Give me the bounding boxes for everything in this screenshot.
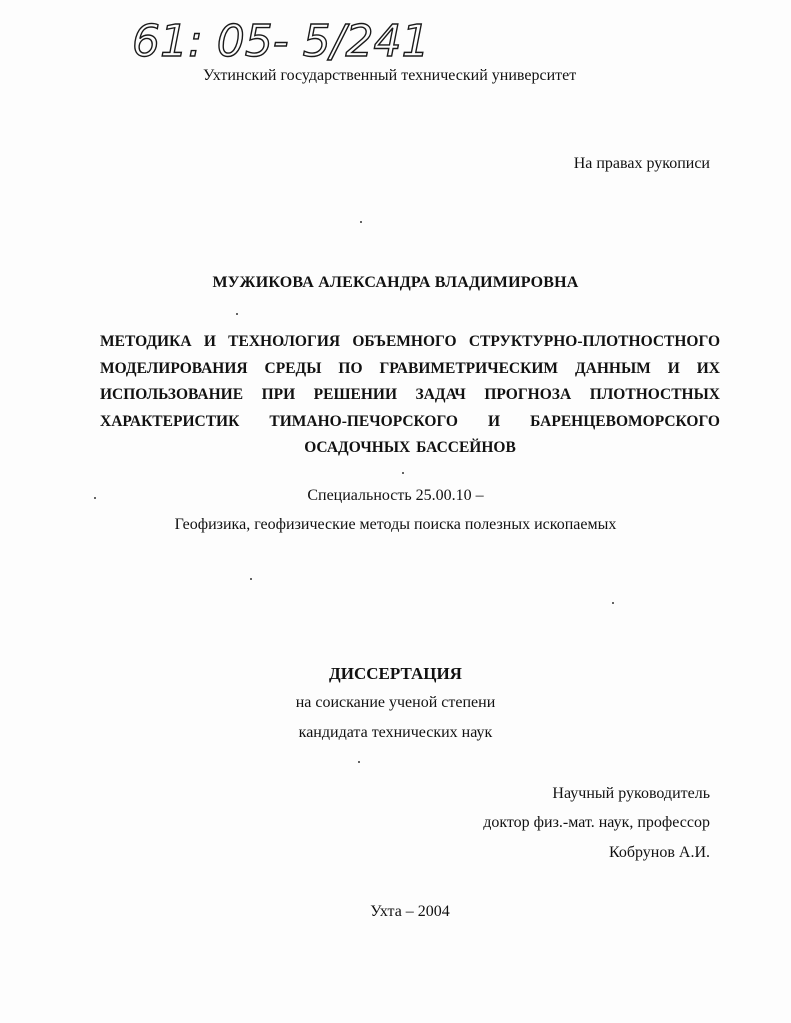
scan-speck [236,313,238,315]
author-name: МУЖИКОВА АЛЕКСАНДРА ВЛАДИМИРОВНА [212,274,579,291]
scan-speck [250,578,252,580]
supervisor-label: Научный руководитель [552,785,710,802]
degree-line-2: кандидата технических наук [298,724,493,741]
specialty-code: Специальность 25.00.10 – [307,487,484,504]
title-line-1: МЕТОДИКА И ТЕХНОЛОГИЯ ОБЪЕМНОГО СТРУКТУРНО-ПЛОТНОСТНОГО [100,333,720,350]
scan-speck [402,472,404,474]
document-type-heading: ДИССЕРТАЦИЯ [329,664,462,683]
scan-speck [358,761,360,763]
title-line-2: МОДЕЛИРОВАНИЯ СРЕДЫ ПО ГРАВИМЕТРИЧЕСКИМ ДАННЫМ И ИХ [100,359,720,377]
handwritten-catalog-number: 61: 05- 5/241 [132,16,430,67]
city-year: Ухта – 2004 [370,903,450,920]
degree-line-1: на соискание ученой степени [295,694,496,711]
specialty-field: Геофизика, геофизические методы поиска полезных ископаемых [174,516,617,533]
supervisor-title: доктор физ.-мат. наук, профессор [483,814,710,831]
title-line-5: ОСАДОЧНЫХ БАССЕЙНОВ [304,439,516,456]
supervisor-name: Кобрунов А.И. [608,844,710,861]
dissertation-title [100,329,720,462]
title-line-4: ХАРАКТЕРИСТИК ТИМАНО-ПЕЧОРСКОГО И БАРЕНЦЕВОМОРСКОГО [100,412,720,430]
manuscript-rights-note: На правах рукописи [573,155,710,172]
scan-speck [360,221,362,223]
scan-speck [612,602,614,604]
title-line-3: ИСПОЛЬЗОВАНИЕ ПРИ РЕШЕНИИ ЗАДАЧ ПРОГНОЗА ПЛОТНОСТНЫХ [100,386,720,403]
university-name: Ухтинский государственный технический университет [203,67,577,84]
scan-speck [94,497,96,499]
